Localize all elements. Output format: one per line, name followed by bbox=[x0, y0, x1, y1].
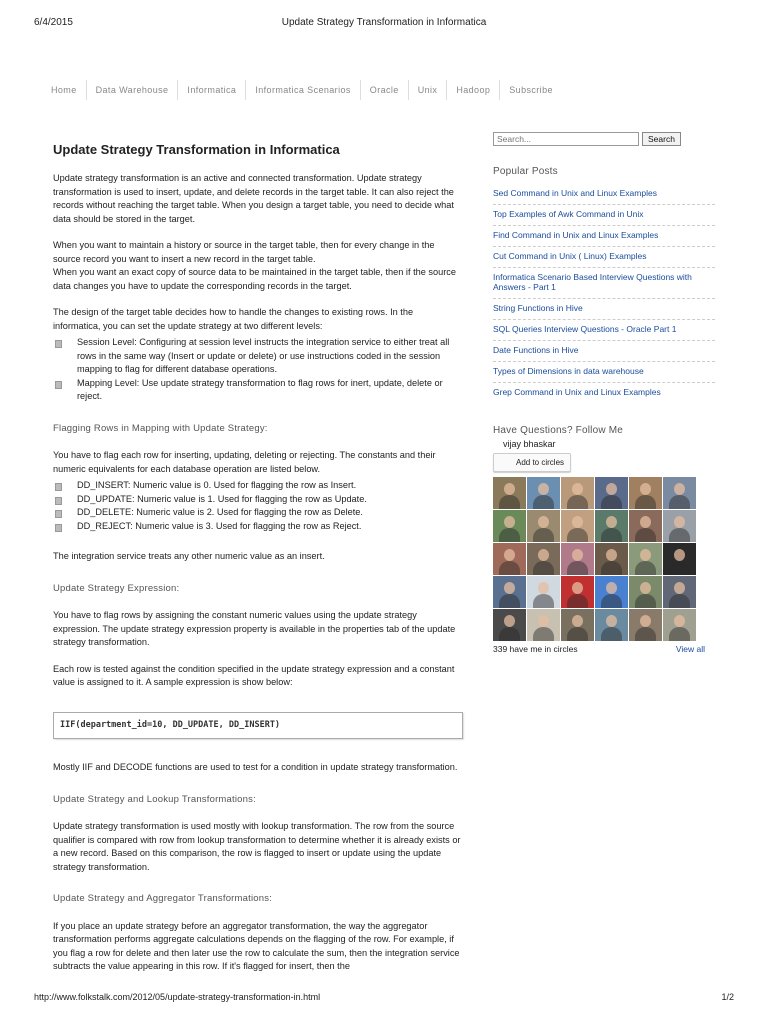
list-item bbox=[493, 268, 715, 299]
list-item bbox=[493, 320, 715, 341]
constant-desc: : Numeric value is 1. Used for flagging the row as Update. bbox=[131, 493, 367, 504]
constant-name: DD_DELETE bbox=[77, 507, 132, 517]
paragraph-sample: Each row is tested against the condition specified in the update strategy expression and a constant value is assigned to it. A sample expression is show below: bbox=[53, 663, 455, 687]
follower-avatar[interactable] bbox=[493, 543, 526, 575]
bullet-icon bbox=[55, 510, 62, 518]
bullet-icon bbox=[55, 483, 62, 491]
paragraph-flagging: You have to flag each row for inserting, updating, deleting or rejecting. The constants and their numeric equivalents for each database operation are listed below. bbox=[53, 450, 436, 474]
popular-post-link[interactable]: Find Command in Unix and Linux Examples bbox=[493, 230, 659, 240]
follower-avatar[interactable] bbox=[493, 609, 526, 641]
print-url: http://www.folkstalk.com/2012/05/update-strategy-transformation-in.html bbox=[34, 992, 321, 1002]
print-footer bbox=[34, 992, 734, 1004]
list-item bbox=[493, 247, 715, 268]
add-to-circles-button[interactable]: Add to circles bbox=[493, 453, 571, 472]
list-item-text: Mapping Level: Use update strategy transformation to flag rows for inert, update, delete or reject. bbox=[77, 377, 443, 401]
article-title: Update Strategy Transformation in Informatica bbox=[53, 142, 340, 157]
list-item bbox=[53, 506, 463, 520]
nav-informatica-scenarios[interactable]: Informatica Scenarios bbox=[246, 80, 360, 100]
follower-avatar[interactable] bbox=[629, 609, 662, 641]
follower-avatar[interactable] bbox=[663, 510, 696, 542]
popular-posts-heading: Popular Posts bbox=[493, 166, 558, 177]
follower-avatar[interactable] bbox=[493, 510, 526, 542]
popular-post-link[interactable]: Sed Command in Unix and Linux Examples bbox=[493, 188, 657, 198]
print-header bbox=[34, 17, 734, 31]
list-item-text: Session Level: Configuring at session level instructs the integration service to either treat all rows in the same way (Insert or update or delete) or use instructions coded in the session mapping to flag for different database operations. bbox=[77, 337, 450, 374]
list-item bbox=[53, 377, 463, 404]
list-item bbox=[53, 479, 463, 493]
follower-avatar[interactable] bbox=[629, 543, 662, 575]
bullet-icon bbox=[55, 381, 62, 389]
heading-expression: Update Strategy Expression: bbox=[53, 582, 180, 594]
list-item bbox=[493, 226, 715, 247]
popular-post-link[interactable]: String Functions in Hive bbox=[493, 303, 583, 313]
followers-grid bbox=[493, 477, 715, 641]
follower-avatar[interactable] bbox=[527, 510, 560, 542]
follower-avatar[interactable] bbox=[527, 543, 560, 575]
list-item bbox=[493, 184, 715, 205]
circles-footer bbox=[493, 644, 705, 654]
search-form bbox=[493, 132, 715, 146]
constant-desc: : Numeric value is 3. Used for flagging the row as Reject. bbox=[130, 520, 362, 531]
follower-avatar[interactable] bbox=[595, 576, 628, 608]
popular-post-link[interactable]: Informatica Scenario Based Interview Questions with Answers - Part 1 bbox=[493, 272, 692, 292]
follower-avatar[interactable] bbox=[561, 543, 594, 575]
follow-name: vijay bhaskar bbox=[503, 439, 556, 449]
follower-avatar[interactable] bbox=[663, 576, 696, 608]
follower-avatar[interactable] bbox=[493, 576, 526, 608]
follower-avatar[interactable] bbox=[595, 477, 628, 509]
follower-avatar[interactable] bbox=[595, 510, 628, 542]
follower-avatar[interactable] bbox=[527, 576, 560, 608]
list-item bbox=[53, 520, 463, 534]
follower-avatar[interactable] bbox=[663, 543, 696, 575]
follower-avatar[interactable] bbox=[561, 609, 594, 641]
follower-avatar[interactable] bbox=[527, 609, 560, 641]
nav-oracle[interactable]: Oracle bbox=[361, 80, 409, 100]
follower-avatar[interactable] bbox=[629, 576, 662, 608]
search-button[interactable]: Search bbox=[642, 132, 681, 146]
nav-unix[interactable]: Unix bbox=[409, 80, 448, 100]
paragraph-intro: Update strategy transformation is an active and connected transformation. Update strategy transformation is used to insert, update, and delete records in the target table. It can also reject the records without reaching the target table. When you design a target table, you need to decide what data should be stored in the target. bbox=[53, 173, 454, 224]
article bbox=[53, 142, 463, 987]
levels-list bbox=[53, 336, 463, 404]
search-input[interactable] bbox=[493, 132, 639, 146]
paragraph-design: The design of the target table decides how to handle the changes to existing rows. In the informatica, you can set the update strategy at two different levels: bbox=[53, 307, 414, 331]
list-item bbox=[53, 336, 463, 377]
popular-post-link[interactable]: Types of Dimensions in data warehouse bbox=[493, 366, 644, 376]
constant-name: DD_INSERT bbox=[77, 480, 128, 490]
constants-list bbox=[53, 479, 463, 533]
nav-informatica[interactable]: Informatica bbox=[178, 80, 246, 100]
follower-avatar[interactable] bbox=[663, 477, 696, 509]
follower-avatar[interactable] bbox=[561, 576, 594, 608]
popular-post-link[interactable]: SQL Queries Interview Questions - Oracle Part 1 bbox=[493, 324, 677, 334]
heading-lookup: Update Strategy and Lookup Transformations: bbox=[53, 793, 256, 805]
paragraph-aggregator: If you place an update strategy before an aggregator transformation, the way the aggregator transformation performs aggregate calculations depends on the flagging of the row. For example, if you flag a row for delete and then later use the row to calculate the sum, then the integration service subtracts the value appearing in this row. If it's flagged for insert, then the bbox=[53, 920, 460, 971]
list-item bbox=[53, 493, 463, 507]
list-item bbox=[493, 362, 715, 383]
follower-avatar[interactable] bbox=[663, 609, 696, 641]
list-item bbox=[493, 341, 715, 362]
paragraph-lookup: Update strategy transformation is used mostly with lookup transformation. The row from the source qualifier is compared with row from lookup transformation to determine whether it is already exists or a new record. Based on this comparison, the row is flagged to insert or update using the update strategy transformation. bbox=[53, 821, 461, 872]
nav-data-warehouse[interactable]: Data Warehouse bbox=[87, 80, 179, 100]
follower-avatar[interactable] bbox=[595, 543, 628, 575]
popular-post-link[interactable]: Grep Command in Unix and Linux Examples bbox=[493, 387, 661, 397]
code-sample: IIF(department_id=10, DD_UPDATE, DD_INSERT) bbox=[53, 712, 463, 740]
follower-avatar[interactable] bbox=[527, 477, 560, 509]
heading-flagging: Flagging Rows in Mapping with Update Strategy: bbox=[53, 422, 268, 434]
circles-count: 339 have me in circles bbox=[493, 644, 578, 654]
popular-post-link[interactable]: Top Examples of Awk Command in Unix bbox=[493, 209, 644, 219]
bullet-icon bbox=[55, 524, 62, 532]
nav-subscribe[interactable]: Subscribe bbox=[509, 85, 553, 95]
constant-desc: : Numeric value is 0. Used for flagging the row as Insert. bbox=[127, 480, 357, 490]
paragraph-expression: You have to flag rows by assigning the constant numeric values using the update strategy expression. The update strategy expression property is available in the properties tab of the update strategy transformation. bbox=[53, 610, 456, 647]
print-title: Update Strategy Transformation in Informatica bbox=[281, 17, 487, 28]
popular-post-link[interactable]: Cut Command in Unix ( Linux) Examples bbox=[493, 251, 647, 261]
sidebar bbox=[493, 132, 715, 654]
print-page-number: 1/2 bbox=[721, 992, 734, 1002]
follower-avatar[interactable] bbox=[561, 477, 594, 509]
bullet-icon bbox=[55, 497, 62, 505]
paragraph-history: When you want to maintain a history or source in the target table, then for every change in the source record you want to insert a new record in the target table. bbox=[53, 240, 435, 264]
list-item bbox=[493, 383, 715, 403]
top-navigation bbox=[42, 80, 562, 100]
list-item bbox=[493, 299, 715, 320]
paragraph-other-values: The integration service treats any other numeric value as an insert. bbox=[53, 551, 325, 561]
list-item bbox=[493, 205, 715, 226]
follower-avatar[interactable] bbox=[629, 477, 662, 509]
paragraph-exact-copy: When you want an exact copy of source data to be maintained in the target table, then if the source data changes you have to update the corresponding records in the target. bbox=[53, 267, 456, 291]
popular-posts-list bbox=[493, 184, 715, 403]
bullet-icon bbox=[55, 340, 62, 348]
follow-heading: Have Questions? Follow Me bbox=[493, 425, 624, 436]
print-date: 6/4/2015 bbox=[34, 17, 73, 28]
nav-home[interactable]: Home bbox=[42, 80, 87, 100]
follower-avatar[interactable] bbox=[595, 609, 628, 641]
paragraph-iif-decode: Mostly IIF and DECODE functions are used to test for a condition in update strategy transformation. bbox=[53, 762, 458, 772]
constant-name: DD_UPDATE bbox=[77, 493, 132, 504]
popular-post-link[interactable]: Date Functions in Hive bbox=[493, 345, 579, 355]
constant-desc: : Numeric value is 2. Used for flagging the row as Delete. bbox=[131, 507, 363, 517]
follower-avatar[interactable] bbox=[493, 477, 526, 509]
follower-avatar[interactable] bbox=[561, 510, 594, 542]
nav-hadoop[interactable]: Hadoop bbox=[447, 80, 500, 100]
heading-aggregator: Update Strategy and Aggregator Transformations: bbox=[53, 893, 273, 904]
constant-name: DD_REJECT bbox=[77, 520, 131, 531]
view-all-link[interactable]: View all bbox=[675, 644, 705, 654]
follower-avatar[interactable] bbox=[629, 510, 662, 542]
